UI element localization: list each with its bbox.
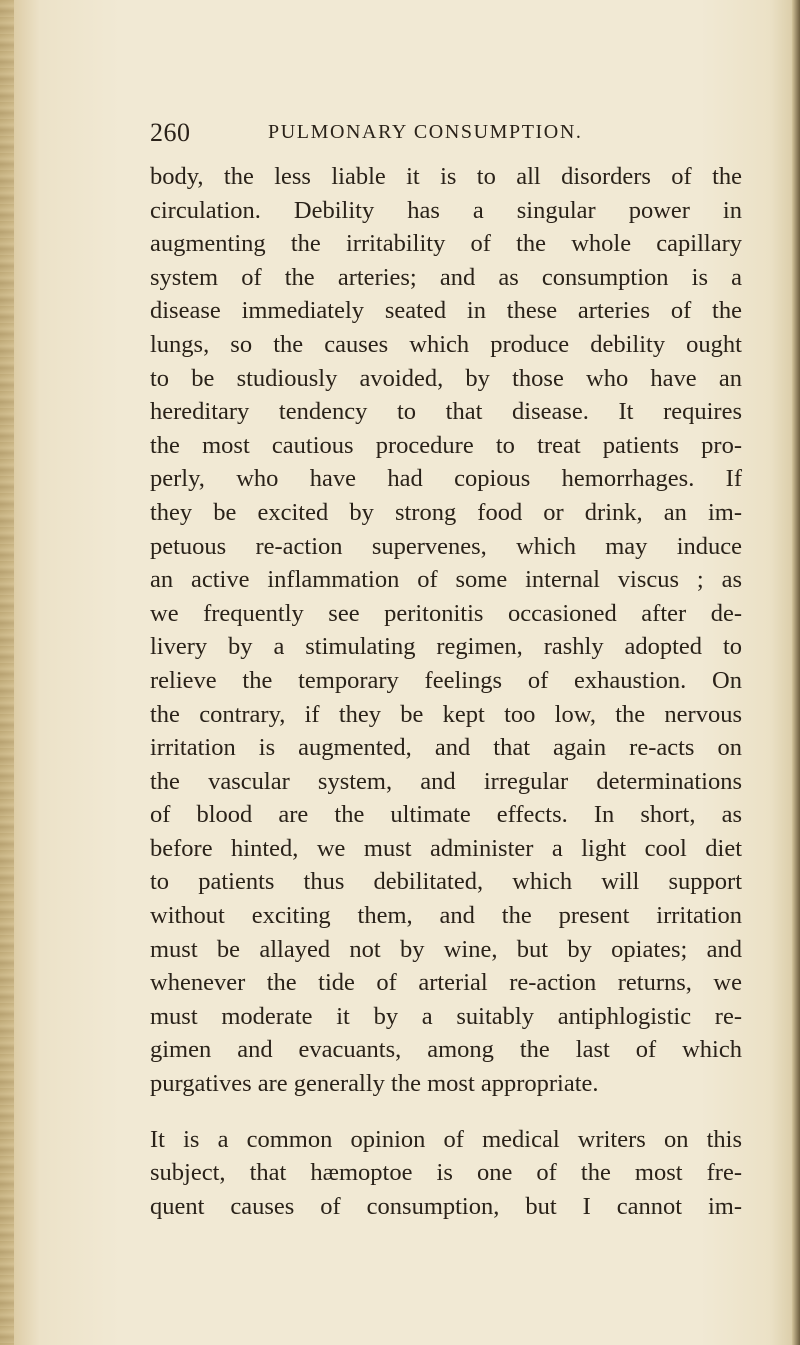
text-line: irritation is augmented, and that again re-acts on [150, 734, 742, 762]
text-line: lungs, so the causes which produce debility ought [150, 330, 742, 358]
text-line: must be allayed not by wine, but by opiates; and [150, 935, 742, 963]
page-binding-edge [0, 0, 14, 1345]
text-line: disease immediately seated in these arteries of the [150, 297, 742, 325]
text-line: hereditary tendency to that disease. It requires [150, 398, 742, 426]
text-line: the vascular system, and irregular determinations [150, 767, 742, 795]
text-line: of blood are the ultimate effects. In short, as [150, 801, 742, 829]
text-line: perly, who have had copious hemorrhages. If [150, 465, 742, 493]
text-line: to patients thus debilitated, which will support [150, 868, 742, 896]
text-line: petuous re-action supervenes, which may induce [150, 532, 742, 560]
text-line: to be studiously avoided, by those who have an [150, 364, 742, 392]
page-right-edge [792, 0, 800, 1345]
paragraph-1 [150, 160, 742, 1101]
text-line: must moderate it by a suitably antiphlogistic re- [150, 1002, 742, 1030]
text-line: without exciting them, and the present irritation [150, 902, 742, 930]
text-line: an active inflammation of some internal viscus ; as [150, 566, 742, 594]
text-line: we frequently see peritonitis occasioned after de- [150, 599, 742, 627]
text-line: before hinted, we must administer a light cool diet [150, 834, 742, 862]
text-line: circulation. Debility has a singular power in [150, 196, 742, 224]
page-number: 260 [150, 118, 191, 147]
text-line: body, the less liable it is to all disorders of the [150, 163, 742, 190]
text-line: augmenting the irritability of the whole capillary [150, 230, 742, 258]
running-title: PULMONARY CONSUMPTION. [268, 121, 583, 143]
text-line: livery by a stimulating regimen, rashly adopted to [150, 633, 742, 661]
text-line: the most cautious procedure to treat patients pro- [150, 431, 742, 459]
text-line: quent causes of consumption, but I cannot im- [150, 1192, 742, 1220]
text-line: It is a common opinion of medical writers on this [150, 1125, 742, 1153]
text-line: subject, that hæmoptoe is one of the most fre- [150, 1159, 742, 1187]
text-line: purgatives are generally the most appropriate. [150, 1070, 599, 1098]
text-line: whenever the tide of arterial re-action returns, we [150, 969, 742, 997]
text-line: the contrary, if they be kept too low, the nervous [150, 700, 742, 728]
text-line: gimen and evacuants, among the last of which [150, 1036, 742, 1064]
text-line: relieve the temporary feelings of exhaustion. On [150, 666, 742, 694]
running-head [150, 118, 740, 148]
body-text [150, 160, 742, 1223]
text-line: system of the arteries; and as consumption is a [150, 263, 742, 291]
text-line: they be excited by strong food or drink, an im- [150, 498, 742, 526]
paragraph-gap [150, 1101, 742, 1123]
paragraph-2 [150, 1123, 742, 1224]
